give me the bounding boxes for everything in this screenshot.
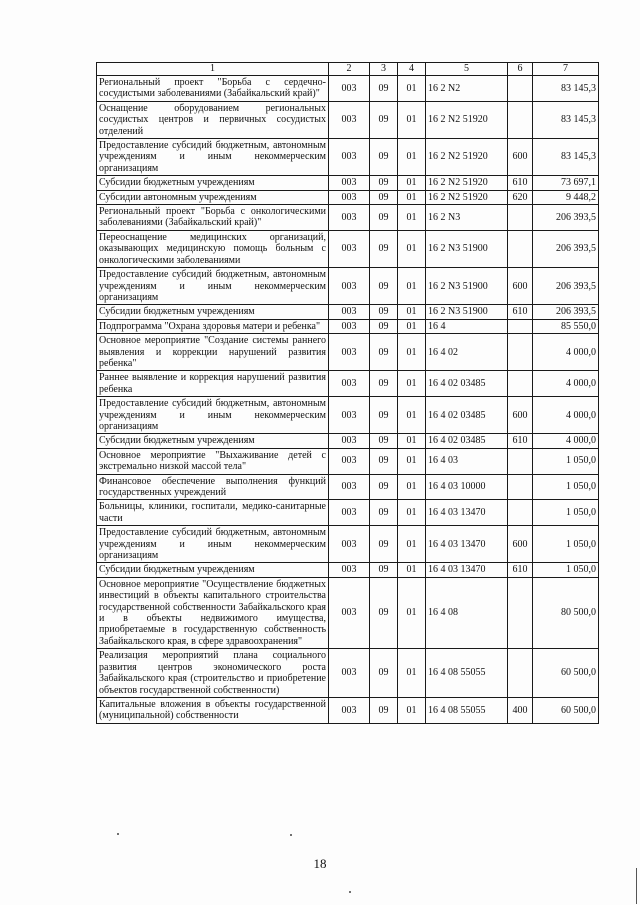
row-name-cell: Основное мероприятие "Создание системы раннего выявления и коррекции нарушений развития ребенка" [97,334,329,371]
amount-cell: 206 393,5 [533,205,599,231]
target-article-cell: 16 2 N3 51900 [426,268,508,305]
expense-type-cell: 600 [508,268,533,305]
target-article-cell: 16 4 02 [426,334,508,371]
expense-type-cell [508,371,533,397]
target-article-cell: 16 2 N2 51920 [426,190,508,204]
section-code-cell: 09 [370,526,398,563]
subsection-code-cell: 01 [398,334,426,371]
target-article-cell: 16 4 03 13470 [426,563,508,577]
target-article-cell: 16 4 03 10000 [426,474,508,500]
amount-cell: 60 500,0 [533,697,599,723]
expense-type-cell [508,205,533,231]
column-header-4: 4 [398,63,426,76]
amount-cell: 60 500,0 [533,649,599,698]
amount-cell: 83 145,3 [533,139,599,176]
row-name-cell: Основное мероприятие "Выхаживание детей с экстремально низкой массой тела" [97,448,329,474]
target-article-cell: 16 2 N2 51920 [426,139,508,176]
row-name-cell: Подпрограмма "Охрана здоровья матери и ребенка" [97,319,329,333]
table-row [97,101,599,138]
expense-type-cell: 600 [508,397,533,434]
row-name-cell: Региональный проект "Борьба с онкологическими заболеваниями (Забайкальский край)" [97,205,329,231]
row-name-cell: Переоснащение медицинских организаций, оказывающих медицинскую помощь больным с онкологическими заболеваниями [97,230,329,267]
amount-cell: 4 000,0 [533,397,599,434]
amount-cell: 83 145,3 [533,101,599,138]
row-name-cell: Предоставление субсидий бюджетным, автономным учреждениям и иным некоммерческим организациям [97,397,329,434]
subsection-code-cell: 01 [398,500,426,526]
column-header-3: 3 [370,63,398,76]
target-article-cell: 16 2 N2 51920 [426,176,508,190]
subsection-code-cell: 01 [398,176,426,190]
row-name-cell: Реализация мероприятий плана социального развития центров экономического роста Забайкальского края (строительство и приобретение объектов государственной собственности) [97,649,329,698]
grbs-code-cell: 003 [329,434,370,448]
target-article-cell: 16 2 N3 51900 [426,305,508,319]
section-code-cell: 09 [370,434,398,448]
target-article-cell: 16 4 02 03485 [426,371,508,397]
table-header-row [97,63,599,76]
grbs-code-cell: 003 [329,563,370,577]
section-code-cell: 09 [370,319,398,333]
table-row [97,230,599,267]
subsection-code-cell: 01 [398,230,426,267]
grbs-code-cell: 003 [329,697,370,723]
subsection-code-cell: 01 [398,526,426,563]
table-row [97,448,599,474]
amount-cell: 1 050,0 [533,526,599,563]
target-article-cell: 16 2 N2 [426,76,508,102]
column-header-6: 6 [508,63,533,76]
section-code-cell: 09 [370,101,398,138]
target-article-cell: 16 4 08 [426,577,508,648]
row-name-cell: Субсидии бюджетным учреждениям [97,434,329,448]
column-header-7: 7 [533,63,599,76]
row-name-cell: Финансовое обеспечение выполнения функций государственных учреждений [97,474,329,500]
section-code-cell: 09 [370,305,398,319]
budget-allocation-table [96,62,599,724]
grbs-code-cell: 003 [329,101,370,138]
subsection-code-cell: 01 [398,101,426,138]
row-name-cell: Субсидии бюджетным учреждениям [97,305,329,319]
amount-cell: 73 697,1 [533,176,599,190]
table-row [97,205,599,231]
section-code-cell: 09 [370,500,398,526]
section-code-cell: 09 [370,697,398,723]
column-header-2: 2 [329,63,370,76]
row-name-cell: Капитальные вложения в объекты государственной (муниципальной) собственности [97,697,329,723]
expense-type-cell: 610 [508,563,533,577]
expense-type-cell: 600 [508,526,533,563]
section-code-cell: 09 [370,205,398,231]
section-code-cell: 09 [370,397,398,434]
grbs-code-cell: 003 [329,474,370,500]
amount-cell: 1 050,0 [533,474,599,500]
row-name-cell: Предоставление субсидий бюджетным, автономным учреждениям и иным некоммерческим организациям [97,139,329,176]
amount-cell: 1 050,0 [533,563,599,577]
subsection-code-cell: 01 [398,397,426,434]
expense-type-cell [508,500,533,526]
scan-speck [290,834,292,836]
column-header-1: 1 [97,63,329,76]
amount-cell: 1 050,0 [533,500,599,526]
expense-type-cell: 600 [508,139,533,176]
amount-cell: 206 393,5 [533,268,599,305]
row-name-cell: Субсидии бюджетным учреждениям [97,176,329,190]
scan-speck [349,891,351,893]
target-article-cell: 16 4 03 13470 [426,500,508,526]
grbs-code-cell: 003 [329,268,370,305]
table-row [97,268,599,305]
table-row [97,649,599,698]
expense-type-cell: 400 [508,697,533,723]
target-article-cell: 16 4 03 13470 [426,526,508,563]
amount-cell: 9 448,2 [533,190,599,204]
section-code-cell: 09 [370,563,398,577]
subsection-code-cell: 01 [398,190,426,204]
amount-cell: 206 393,5 [533,305,599,319]
expense-type-cell: 620 [508,190,533,204]
amount-cell: 4 000,0 [533,434,599,448]
grbs-code-cell: 003 [329,649,370,698]
subsection-code-cell: 01 [398,563,426,577]
table-row [97,190,599,204]
grbs-code-cell: 003 [329,76,370,102]
grbs-code-cell: 003 [329,371,370,397]
grbs-code-cell: 003 [329,448,370,474]
section-code-cell: 09 [370,76,398,102]
section-code-cell: 09 [370,176,398,190]
table-row [97,334,599,371]
table-body [97,76,599,724]
section-code-cell: 09 [370,371,398,397]
section-code-cell: 09 [370,190,398,204]
page-number: 18 [313,856,327,871]
grbs-code-cell: 003 [329,577,370,648]
grbs-code-cell: 003 [329,526,370,563]
subsection-code-cell: 01 [398,139,426,176]
target-article-cell: 16 2 N2 51920 [426,101,508,138]
expense-type-cell [508,334,533,371]
section-code-cell: 09 [370,139,398,176]
amount-cell: 1 050,0 [533,448,599,474]
target-article-cell: 16 4 08 55055 [426,649,508,698]
row-name-cell: Предоставление субсидий бюджетным, автономным учреждениям и иным некоммерческим организациям [97,268,329,305]
subsection-code-cell: 01 [398,448,426,474]
amount-cell: 206 393,5 [533,230,599,267]
amount-cell: 80 500,0 [533,577,599,648]
expense-type-cell [508,101,533,138]
table-row [97,319,599,333]
subsection-code-cell: 01 [398,319,426,333]
scan-speck [117,833,119,835]
subsection-code-cell: 01 [398,76,426,102]
target-article-cell: 16 2 N3 51900 [426,230,508,267]
table-row [97,434,599,448]
table-row [97,474,599,500]
target-article-cell: 16 2 N3 [426,205,508,231]
column-header-5: 5 [426,63,508,76]
table-row [97,697,599,723]
table-row [97,563,599,577]
row-name-cell: Оснащение оборудованием региональных сосудистых центров и первичных сосудистых отделений [97,101,329,138]
table-row [97,500,599,526]
amount-cell: 83 145,3 [533,76,599,102]
subsection-code-cell: 01 [398,205,426,231]
section-code-cell: 09 [370,577,398,648]
grbs-code-cell: 003 [329,305,370,319]
row-name-cell: Предоставление субсидий бюджетным, автономным учреждениям и иным некоммерческим организациям [97,526,329,563]
table-row [97,577,599,648]
expense-type-cell [508,448,533,474]
grbs-code-cell: 003 [329,230,370,267]
table-row [97,176,599,190]
target-article-cell: 16 4 03 [426,448,508,474]
expense-type-cell [508,76,533,102]
expense-type-cell [508,649,533,698]
row-name-cell: Субсидии автономным учреждениям [97,190,329,204]
expense-type-cell [508,474,533,500]
target-article-cell: 16 4 02 03485 [426,397,508,434]
grbs-code-cell: 003 [329,205,370,231]
grbs-code-cell: 003 [329,176,370,190]
table-row [97,371,599,397]
scan-edge-line [636,868,637,904]
expense-type-cell: 610 [508,305,533,319]
subsection-code-cell: 01 [398,305,426,319]
amount-cell: 4 000,0 [533,371,599,397]
grbs-code-cell: 003 [329,190,370,204]
table-row [97,526,599,563]
target-article-cell: 16 4 02 03485 [426,434,508,448]
subsection-code-cell: 01 [398,697,426,723]
target-article-cell: 16 4 [426,319,508,333]
subsection-code-cell: 01 [398,371,426,397]
amount-cell: 4 000,0 [533,334,599,371]
row-name-cell: Субсидии бюджетным учреждениям [97,563,329,577]
expense-type-cell [508,230,533,267]
table-row [97,305,599,319]
grbs-code-cell: 003 [329,500,370,526]
table-row [97,139,599,176]
grbs-code-cell: 003 [329,139,370,176]
grbs-code-cell: 003 [329,334,370,371]
section-code-cell: 09 [370,649,398,698]
row-name-cell: Раннее выявление и коррекция нарушений развития ребенка [97,371,329,397]
expense-type-cell [508,319,533,333]
section-code-cell: 09 [370,474,398,500]
row-name-cell: Больницы, клиники, госпитали, медико-санитарные части [97,500,329,526]
subsection-code-cell: 01 [398,577,426,648]
subsection-code-cell: 01 [398,474,426,500]
subsection-code-cell: 01 [398,434,426,448]
section-code-cell: 09 [370,230,398,267]
section-code-cell: 09 [370,334,398,371]
expense-type-cell [508,577,533,648]
subsection-code-cell: 01 [398,649,426,698]
grbs-code-cell: 003 [329,319,370,333]
table-row [97,76,599,102]
section-code-cell: 09 [370,448,398,474]
subsection-code-cell: 01 [398,268,426,305]
expense-type-cell: 610 [508,434,533,448]
section-code-cell: 09 [370,268,398,305]
grbs-code-cell: 003 [329,397,370,434]
target-article-cell: 16 4 08 55055 [426,697,508,723]
row-name-cell: Региональный проект "Борьба с сердечно-сосудистыми заболеваниями (Забайкальский край)" [97,76,329,102]
row-name-cell: Основное мероприятие "Осуществление бюджетных инвестиций в объекты капитального строительства государственной собственности Забайкальского края и в объекты недвижимого имущества, приобретаемые в государственную собственность Забайкальского края, в сфере здравоохранения" [97,577,329,648]
amount-cell: 85 550,0 [533,319,599,333]
expense-type-cell: 610 [508,176,533,190]
table-row [97,397,599,434]
